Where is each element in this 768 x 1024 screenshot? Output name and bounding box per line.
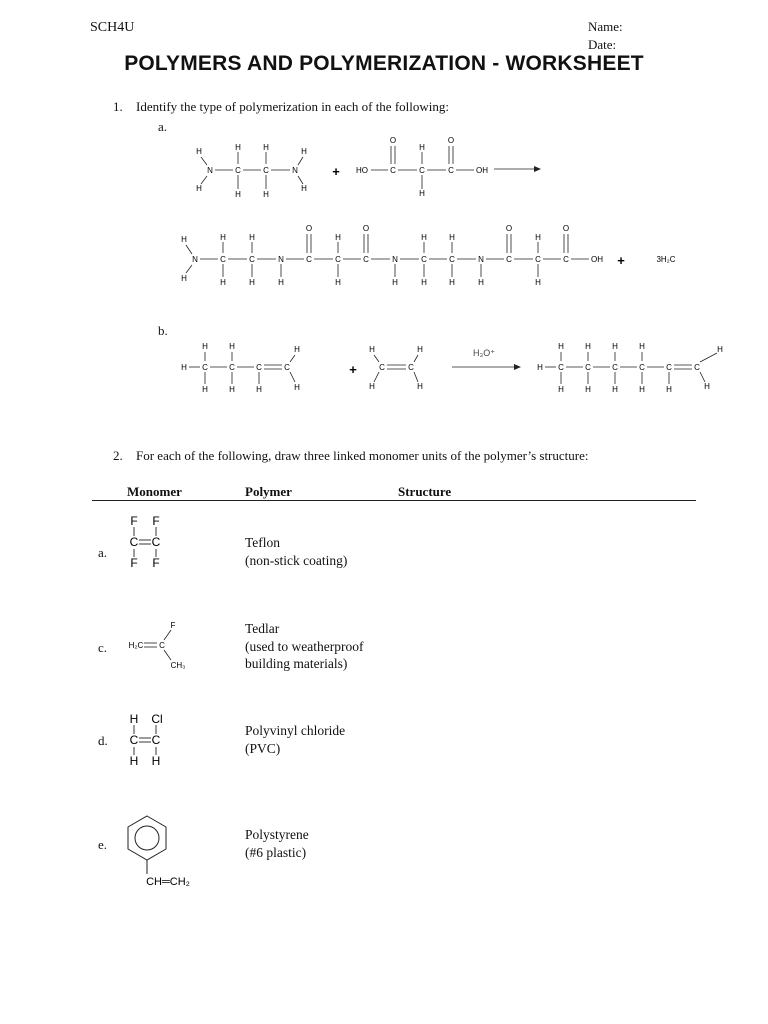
atom-h: H <box>369 345 375 354</box>
atom-oh: OH <box>591 255 603 264</box>
atom-h: H <box>278 278 284 287</box>
atom-h: H <box>196 184 202 193</box>
atom-h: H <box>417 345 423 354</box>
atom-h: H <box>249 233 255 242</box>
question2-text: For each of the following, draw three linked monomer units of the polymer’s structure: <box>136 448 589 463</box>
column-header-structure: Structure <box>398 484 452 499</box>
atom-h: H <box>335 278 341 287</box>
atom-f: F <box>170 621 176 630</box>
plus-sign: + <box>349 362 357 377</box>
atom-c: C <box>449 255 455 264</box>
atom-h: H <box>449 278 455 287</box>
atom-h: H <box>537 363 543 372</box>
question1-text: Identify the type of polymerization in each of the following: <box>136 99 449 114</box>
atom-c: C <box>335 255 341 264</box>
atom-oh: OH <box>476 166 488 175</box>
atom-c: C <box>229 363 235 372</box>
atom-h: H <box>449 233 455 242</box>
row-label-e: e. <box>98 837 108 852</box>
atom-o: O <box>362 224 370 233</box>
atom-h: H <box>249 278 255 287</box>
atom-c: C <box>506 255 512 264</box>
atom-h: H <box>639 342 645 351</box>
atom-ho: HO <box>356 166 368 175</box>
atom-c: C <box>379 363 385 372</box>
atom-c: C <box>306 255 312 264</box>
atom-c: C <box>612 363 618 372</box>
atom-o: O <box>447 136 455 145</box>
atom-c: C <box>249 255 255 264</box>
course-code: SCH4U <box>90 20 135 35</box>
question1-part-b-label: b. <box>158 323 168 338</box>
atom-n: N <box>392 255 398 264</box>
atom-c: C <box>263 166 269 175</box>
atom-h: H <box>229 385 235 394</box>
atom-h: H <box>220 278 226 287</box>
question1-part-a-label: a. <box>158 119 168 134</box>
atom-h: H <box>639 385 645 394</box>
atom-h: H <box>612 342 618 351</box>
atom-c: C <box>421 255 427 264</box>
atom-f: F <box>152 556 160 570</box>
date-label: Date: <box>588 37 617 52</box>
atom-c: C <box>284 363 290 372</box>
atom-n: N <box>207 166 213 175</box>
plus-sign: + <box>617 253 625 268</box>
atom-h: H <box>256 385 262 394</box>
atom-h: H <box>301 184 307 193</box>
atom-c: C <box>390 166 396 175</box>
atom-h: H <box>335 233 341 242</box>
atom-h: H <box>612 385 618 394</box>
atom-h: H <box>369 382 375 391</box>
group-h2c: H₂C <box>128 641 144 650</box>
atom-h: H <box>666 385 672 394</box>
atom-h: H <box>478 278 484 287</box>
atom-h: H <box>151 754 161 768</box>
atom-c: C <box>235 166 241 175</box>
atom-c: C <box>558 363 564 372</box>
atom-h: H <box>585 385 591 394</box>
polymer-name-tedlar: Tedlar (used to weatherproof building materials) <box>245 621 364 671</box>
atom-h: H <box>202 385 208 394</box>
atom-c: C <box>202 363 208 372</box>
atom-c: C <box>535 255 541 264</box>
atom-h: H <box>181 363 187 372</box>
name-label: Name: <box>588 19 623 34</box>
plus-sign: + <box>332 164 340 179</box>
atom-h: H <box>202 342 208 351</box>
column-header-monomer: Monomer <box>127 484 182 499</box>
atom-h: H <box>220 233 226 242</box>
group-ch3: CH₃ <box>170 661 186 670</box>
row-label-d: d. <box>98 733 108 748</box>
atom-c: C <box>666 363 672 372</box>
atom-h: H <box>294 345 300 354</box>
atom-h: H <box>717 345 723 354</box>
atom-h: H <box>181 274 187 283</box>
row-label-c: c. <box>98 640 108 655</box>
atom-f: F <box>130 556 138 570</box>
atom-h: H <box>535 278 541 287</box>
atom-c: C <box>129 535 139 549</box>
atom-o: O <box>562 224 570 233</box>
atom-c: C <box>363 255 369 264</box>
worksheet-title: POLYMERS AND POLYMERIZATION - WORKSHEET <box>124 52 644 75</box>
atom-c: C <box>408 363 414 372</box>
atom-c: C <box>448 166 454 175</box>
byproduct-label: 3H₂C <box>656 255 676 264</box>
question2-number: 2. <box>113 448 123 463</box>
atom-c: C <box>151 535 161 549</box>
atom-h: H <box>181 235 187 244</box>
atom-h: H <box>235 190 241 199</box>
atom-h: H <box>417 382 423 391</box>
question1-number: 1. <box>113 99 123 114</box>
atom-f: F <box>152 514 160 528</box>
atom-h: H <box>421 278 427 287</box>
atom-c: C <box>694 363 700 372</box>
atom-c: C <box>419 166 425 175</box>
atom-h: H <box>419 189 425 198</box>
polymer-name-pvc: Polyvinyl chloride (PVC) <box>245 723 346 756</box>
atom-h: H <box>392 278 398 287</box>
group-vinyl: CH═CH₂ <box>146 876 190 888</box>
atom-c: C <box>129 733 139 747</box>
atom-h: H <box>129 754 139 768</box>
catalyst-label: H₃O⁺ <box>473 348 495 358</box>
atom-h: H <box>704 382 710 391</box>
atom-c: C <box>159 641 165 650</box>
atom-h: H <box>419 143 425 152</box>
atom-o: O <box>389 136 397 145</box>
atom-o: O <box>505 224 513 233</box>
atom-h: H <box>558 342 564 351</box>
atom-c: C <box>151 733 161 747</box>
column-header-polymer: Polymer <box>245 484 292 499</box>
atom-h: H <box>421 233 427 242</box>
atom-h: H <box>294 383 300 392</box>
row-label-a: a. <box>98 545 108 560</box>
atom-n: N <box>192 255 198 264</box>
polymer-name-teflon: Teflon (non-stick coating) <box>245 535 348 568</box>
atom-c: C <box>563 255 569 264</box>
atom-c: C <box>220 255 226 264</box>
atom-n: N <box>292 166 298 175</box>
atom-n: N <box>478 255 484 264</box>
atom-h: H <box>263 190 269 199</box>
atom-c: C <box>256 363 262 372</box>
atom-h: H <box>558 385 564 394</box>
atom-o: O <box>305 224 313 233</box>
atom-h: H <box>263 143 269 152</box>
atom-h: H <box>301 147 307 156</box>
polymer-name-polystyrene: Polystyrene (#6 plastic) <box>245 827 309 860</box>
atom-n: N <box>278 255 284 264</box>
atom-h: H <box>129 712 139 726</box>
atom-cl: Cl <box>151 712 163 726</box>
atom-h: H <box>229 342 235 351</box>
atom-c: C <box>585 363 591 372</box>
atom-h: H <box>196 147 202 156</box>
atom-f: F <box>130 514 138 528</box>
atom-c: C <box>639 363 645 372</box>
atom-h: H <box>235 143 241 152</box>
atom-h: H <box>585 342 591 351</box>
atom-h: H <box>535 233 541 242</box>
